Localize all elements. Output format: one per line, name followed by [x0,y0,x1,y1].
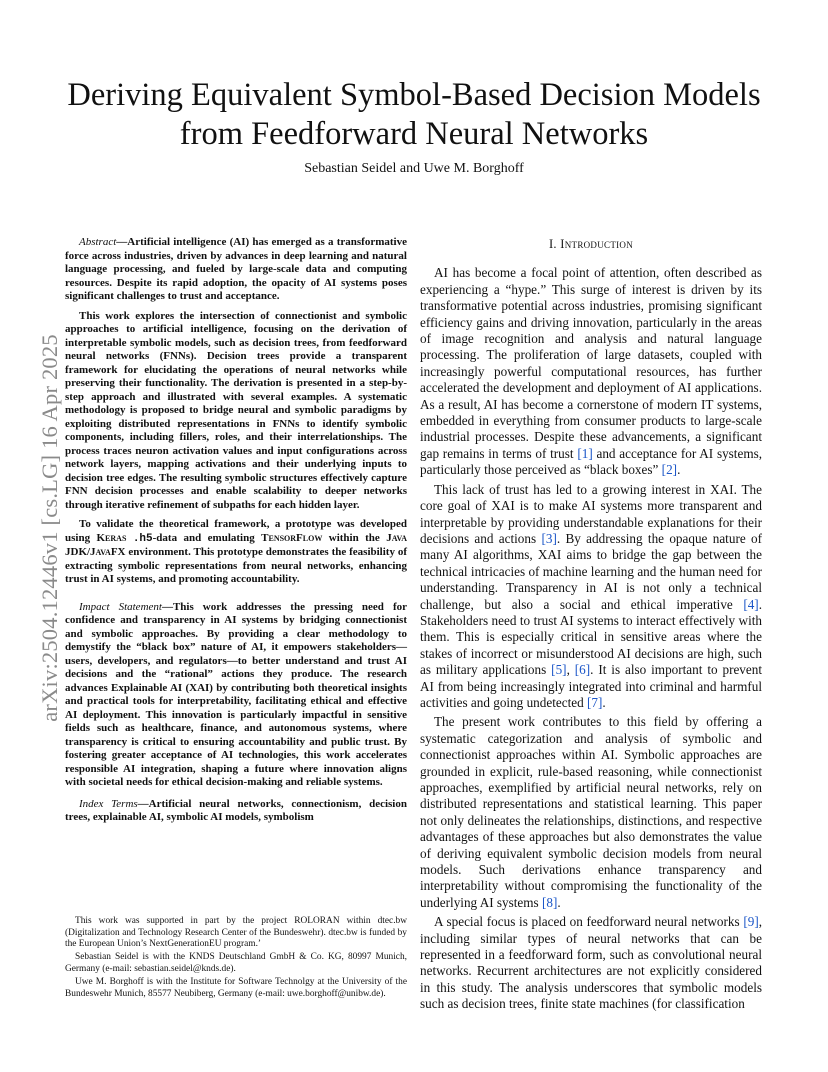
intro-paragraph-3 [420,714,762,911]
index-terms-text: Artificial neural networks, connectionism, decision trees, explainable AI, symbolic AI models, symbolism [65,797,407,823]
tensorflow-name: TensorFlow [261,531,323,544]
abstract-text-3d: environment. This prototype demonstrates the feasibility of extracting symbolic representations from neural networks, enhancing trust in AI systems, and promoting accountability. [65,546,408,585]
intro-text-3b: . [557,894,561,910]
citation-link[interactable]: [2] [661,462,678,478]
intro-text-2f: . [602,694,606,710]
left-column [65,236,407,831]
citation-link[interactable]: [3] [541,530,557,546]
intro-text-4b: , including similar types of neural networks that can be represented in a feedforward form, such as convolutional neural networks. Recurrent architectures are not explicitly considered in this study. The analysis underscores that symbolic models such as decision trees, finite state machines (for classification [420,914,763,1012]
footnote-author-2: Uwe M. Borghoff is with the Institute for Software Technolgy at the University of the Bundeswehr Munich, 85577 Neubiberg, Germany (e-mail: uwe.borghoff@unibw.de). [65,976,407,999]
impact-label: Impact Statement [79,600,162,613]
intro-text-2d: , [566,662,570,678]
index-terms-label: Index Terms [79,797,138,810]
abstract-paragraph-1: Abstract—Artificial intelligence (AI) has emerged as a transformative force across industries, driven by advances in deep learning and natural language processing, and fueled by large-scale data and computing resources. Despite its rapid adoption, the opacity of AI systems poses significant challenges to trust and acceptance. [65,236,407,302]
footnote-funding: This work was supported in part by the project ROLORAN within dtec.bw (Digitalization and Technology Research Center of the Bundeswehr). dtec.bw is funded by the European Union’s NextGenerationEU program.’ [65,916,407,950]
intro-text-4a: A special focus is placed on feedforward neural networks [434,914,740,930]
impact-statement: Impact Statement—This work addresses the pressing need for confidence and transparency in AI systems by bridging connectionist and symbolic approaches. By providing a clear methodology to demystify the “black box” nature of AI, it empowers stakeholders—users, developers, and regulators—to better understand and trust AI decisions and the “rational” actions they produce. The research advances Explainable AI (XAI) by contributing both theoretical insights and practical tools for interpretability, facilitating ethical and effective AI deployment. This innovation is particularly impactful in sensitive fields such as healthcare, finance, and autonomous systems, where transparency is critical to ensuring accountability and public trust. By fostering greater acceptance of AI technologies, this work accelerates responsible AI integration, shaping a future where innovation aligns with societal needs for ethical decision-making and reliable systems. [65,600,407,788]
footnotes [65,916,407,1002]
citation-link[interactable]: [4] [743,596,759,612]
impact-text: This work addresses the pressing need for confidence and transparency in AI systems by bridging connectionist and symbolic approaches. By providing a clear methodology to demystify the “black box” nature of AI, it empowers stakeholders—users, developers, and regulators—to better understand and trust AI decisions and the “rational” actions they produce. The research advances Explainable AI (XAI) by contributing both theoretical insights and practical tools for interpretability, facilitating ethical and effective AI deployment. This innovation is particularly impactful in sensitive fields such as healthcare, finance, and autonomous systems, where transparency is critical to ensuring accountability and public trust. By fostering greater acceptance of AI technologies, this work accelerates responsible AI integration, shaping a future where innovation aligns with societal needs for ethical decision-making and reliable systems. [65,600,407,788]
abstract-text-1: Artificial intelligence (AI) has emerged as a transformative force across industries, driven by advances in deep learning and natural language processing, and fueled by large-scale data and computing resources. Despite its rapid adoption, the opacity of AI systems poses significant challenges to trust and acceptance. [65,236,407,302]
intro-paragraph-2 [420,482,762,712]
intro-text-2a: This lack of trust has led to a growing interest in XAI. The core goal of XAI is to make AI systems more transparent and interpretable by providing understandable explanations for their decisions and actions [420,481,762,546]
abstract-text-3a: To validate the theoretical framework, a prototype was developed using [65,518,407,544]
intro-text-2b: . By addressing the opaque nature of many AI algorithms, XAI aims to bridge the gap between the technical intricacies of machine learning and the human need for understanding. Transparency in AI is not only a technical challenge, but also a social and ethical imperative [420,530,762,612]
citation-link[interactable]: [5] [551,662,567,678]
abstract-label: Abstract [79,236,117,248]
h5-extension: .h5 [132,532,153,545]
intro-paragraph-1 [420,265,762,478]
java-name: Java JDK/JavaFX [65,531,407,558]
abstract-text-3b: -data and emulating [152,531,255,544]
intro-text-3a: The present work contributes to this field by offering a systematic categorization and analysis of symbolic and connectionist approaches within AI. Symbolic approaches are grounded in explicit, rule-based reasoning, while connectionist approaches, exemplified by artificial neural networks, rely on distributed representations and statistical learning. This paper not only delineates the relationships, distinctions, and respective advantages of these approaches but also demonstrates the value of deriving equivalent symbolic decision models from neural models. Such derivations enhance transparency and interpretability without compromising the functionality of the underlying AI systems [420,714,762,910]
intro-text-2c: . Stakeholders need to trust AI systems to interact effectively with them. This is especially critical in sensitive areas where the stakes of incorrect or misunderstood AI decisions are high, such as military applications [420,596,762,678]
section-heading: I. Introduction [548,237,634,251]
intro-paragraph-4 [420,914,762,1012]
arxiv-identifier: arXiv:2504.12446v1 [cs.LG] 16 Apr 2025 [37,334,62,722]
footnote-author-1: Sebastian Seidel is with the KNDS Deutschland GmbH & Co. KG, 80997 Munich, Germany (e-mail: sebastian.seidel@knds.de). [65,952,407,974]
citation-link[interactable]: [7] [587,694,603,710]
intro-text-1b: and acceptance for AI systems, particularly those perceived as “black boxes” [420,445,763,478]
intro-text-2e: . It is also important to prevent AI from being increasingly integrated into criminal and harmful activities and going undetected [420,662,763,710]
citation-link[interactable]: [6] [574,662,591,678]
intro-text-1a: AI has become a focal point of attention, often described as experiencing a “hype.” This surge of interest is driven by its transformative potential across industries, promising significant efficiency gains and driving innovation, particularly in the areas of image recognition and analysis and natural language processing. The proliferation of large datasets, coupled with increasingly powerful computational resources, has further accelerated the development and deployment of AI applications. As a result, AI has become a cornerstone of modern IT systems, embedded in everything from consumer products to large-scale industrial processes. Despite these advancements, a significant gap remains in terms of trust [420,265,762,461]
keras-name: Keras [96,531,127,544]
right-column [420,236,762,1016]
abstract-text-3c: within the [328,531,380,544]
citation-link[interactable]: [1] [577,445,593,461]
author-list: Sebastian Seidel and Uwe M. Borghoff [304,161,524,176]
paper-title: Deriving Equivalent Symbol-Based Decision Models from Feedforward Neural Networks [67,77,761,152]
citation-link[interactable]: [8] [541,894,558,910]
index-terms: Index Terms—Artificial neural networks, connectionism, decision trees, explainable AI, symbolic AI models, symbolism [65,797,407,823]
intro-text-1c: . [677,462,681,478]
abstract-paragraph-2: This work explores the intersection of connectionist and symbolic approaches to artificial intelligence, focusing on the derivation of interpretable symbolic models, such as decision trees, from feedforward neural networks (FNNs). Decision trees provide a transparent framework for elucidating the operations of neural networks while preserving their functionality. The derivation is presented in a step-by-step approach and illustrated with several examples. A systematic methodology is proposed to bridge neural and symbolic paradigms by exploiting distributed representations in FNNs to identify symbolic components, including fillers, roles, and their interrelationships. The process traces neuron activation values and input configurations across network layers, mapping activations and their underlying inputs to decision tree edges. The resulting symbolic structures effectively capture FNN decision processes and enable scalability to deeper networks through iterative refinement of subpaths for each hidden layer. [65,309,407,511]
abstract-paragraph-3 [65,518,407,587]
citation-link[interactable]: [9] [743,914,759,930]
